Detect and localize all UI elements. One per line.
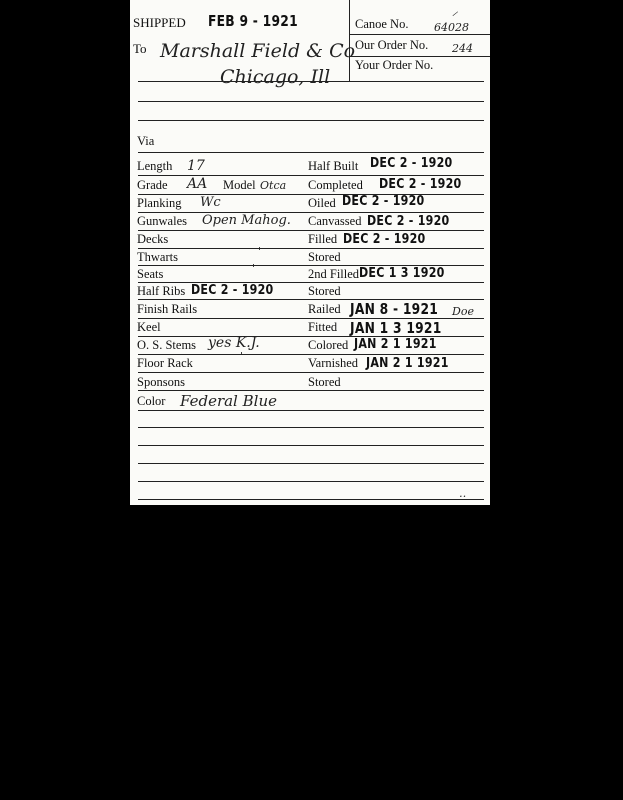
rule (138, 427, 484, 428)
rule (138, 282, 484, 283)
length-label: Length (137, 159, 173, 173)
gunwales-value: Open Mahog. (202, 213, 291, 228)
rule (138, 390, 484, 391)
stored-label-3: Stored (308, 375, 341, 389)
model-label: Model (223, 178, 256, 192)
rule (138, 445, 484, 446)
model-value: Otca (260, 179, 287, 192)
half-ribs-label: Half Ribs (137, 284, 186, 298)
rule (138, 481, 484, 482)
os-stems-label: O. S. Stems (137, 338, 197, 352)
fitted-stamp: JAN 1 3 1921 (350, 319, 442, 337)
canoe-record-card (130, 0, 490, 505)
colored-stamp: JAN 2 1 1921 (354, 336, 437, 352)
colored-label: Colored (308, 338, 349, 352)
rule (138, 120, 484, 121)
varnished-label: Varnished (308, 356, 358, 370)
color-value: Federal Blue (180, 392, 277, 410)
seats-label: Seats (137, 267, 164, 281)
keel-label: Keel (137, 320, 161, 334)
check-mark: ⸝ (452, 4, 459, 18)
half-built-label: Half Built (308, 159, 359, 173)
grade-label: Grade (137, 178, 168, 192)
to-city-handwriting: Chicago, Ill (220, 66, 331, 88)
rule (138, 194, 484, 195)
floor-rack-label: Floor Rack (137, 356, 193, 370)
to-label: To (133, 41, 147, 56)
second-filled-stamp: DEC 1 3 1920 (359, 265, 445, 281)
railed-stamp: JAN 8 - 1921 (350, 300, 439, 318)
os-stems-value: yes K.J. (208, 335, 260, 351)
completed-label: Completed (308, 178, 363, 192)
planking-value: Wc (200, 195, 221, 210)
canoe-no-label: Canoe No. (355, 17, 409, 31)
canvassed-stamp: DEC 2 - 1920 (367, 213, 450, 229)
filled-label: Filled (308, 232, 338, 246)
railed-label: Railed (308, 302, 341, 316)
our-order-label: Our Order No. (355, 38, 429, 52)
canvassed-label: Canvassed (308, 214, 362, 228)
sponsons-label: Sponsons (137, 375, 185, 389)
rule (138, 410, 484, 411)
half-ribs-stamp: DEC 2 - 1920 (191, 282, 274, 298)
shipped-date-stamp: FEB 9 - 1921 (208, 12, 298, 30)
grade-value: AA (187, 176, 208, 192)
finish-rails-label: Finish Rails (137, 302, 198, 316)
stray-mark: ' (258, 245, 262, 258)
stored-label-2: Stored (308, 284, 341, 298)
rule (138, 230, 484, 231)
gunwales-label: Gunwales (137, 214, 187, 228)
rule (138, 101, 484, 102)
rule (349, 34, 490, 35)
shipped-label: SHIPPED (133, 15, 186, 30)
color-label: Color (137, 394, 166, 408)
rule (138, 248, 484, 249)
rule (138, 463, 484, 464)
half-built-stamp: DEC 2 - 1920 (370, 155, 453, 171)
oiled-label: Oiled (308, 196, 336, 210)
fitted-label: Fitted (308, 320, 338, 334)
railed-note: Doe (452, 305, 474, 318)
our-order-value: 244 (452, 42, 473, 55)
stored-label-1: Stored (308, 250, 341, 264)
stray-mark: ' (240, 350, 244, 363)
filled-stamp: DEC 2 - 1920 (343, 231, 426, 247)
oiled-stamp: DEC 2 - 1920 (342, 193, 425, 209)
completed-stamp: DEC 2 - 1920 (379, 176, 462, 192)
stray-mark: ‥ (459, 487, 467, 500)
stray-mark: ' (252, 262, 256, 275)
canoe-no-value: 64028 (434, 21, 469, 34)
length-value: 17 (187, 158, 205, 174)
decks-label: Decks (137, 232, 169, 246)
rule (349, 56, 490, 57)
planking-label: Planking (137, 196, 182, 210)
thwarts-label: Thwarts (137, 250, 178, 264)
your-order-label: Your Order No. (355, 58, 434, 72)
rule (138, 499, 484, 500)
via-label: Via (137, 134, 155, 148)
rule (138, 372, 484, 373)
to-name-handwriting: Marshall Field & Co (160, 40, 356, 62)
second-filled-label: 2nd Filled (308, 267, 360, 281)
varnished-stamp: JAN 2 1 1921 (366, 355, 449, 371)
rule (138, 152, 484, 153)
